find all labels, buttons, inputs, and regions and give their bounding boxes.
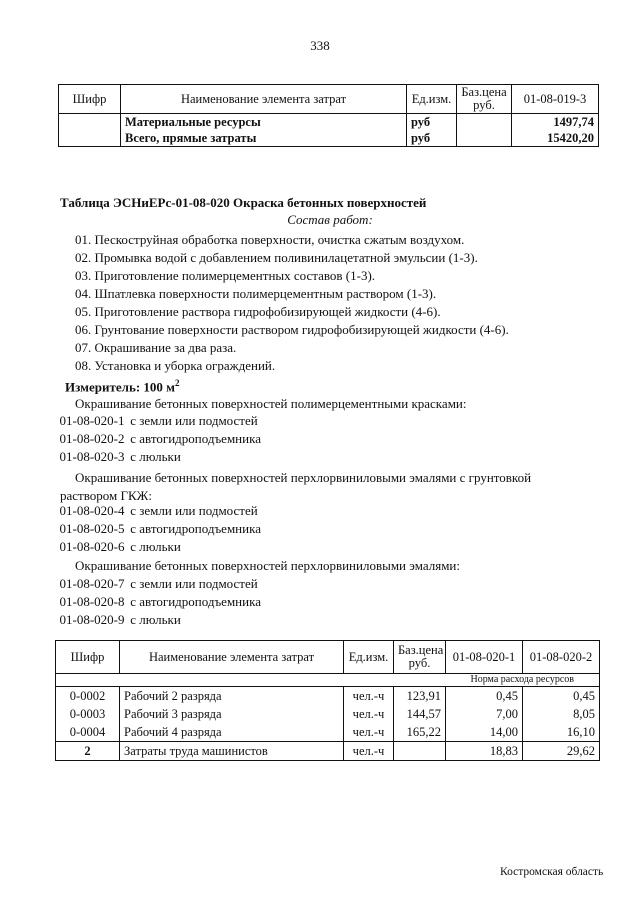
list-item: 01-08-020-6 с люльки: [59, 539, 181, 554]
row-value-2: 29,62: [523, 742, 600, 761]
row-unit: руб: [407, 130, 457, 147]
header-price: Баз.цена руб.: [394, 641, 446, 674]
table-row: [59, 130, 599, 147]
row-value-2: 8,05: [523, 705, 600, 723]
row-unit: руб: [407, 114, 457, 131]
table-header-row: [56, 641, 600, 674]
list-item: 01-08-020-8 с автогидроподъемника: [59, 594, 261, 609]
row-value-1: 0,45: [446, 687, 523, 706]
row-price: 144,57: [394, 705, 446, 723]
list-item: 06. Грунтование поверхности раствором гидрофобизирующей жидкости (4-6).: [75, 322, 509, 337]
row-value-1: 7,00: [446, 705, 523, 723]
list-item: 07. Окрашивание за два раза.: [75, 340, 237, 355]
table-row: [59, 114, 599, 131]
group-title: Окрашивание бетонных поверхностей перхлорвиниловыми эмалями:: [75, 558, 460, 573]
list-item: 01-08-020-2 с автогидроподъемника: [59, 431, 261, 446]
row-name: Рабочий 3 разряда: [120, 705, 344, 723]
row-price: 123,91: [394, 687, 446, 706]
row-name: Всего, прямые затраты: [121, 130, 407, 147]
header-column-1: 01-08-020-1: [446, 641, 523, 674]
row-code: 0-0004: [56, 723, 120, 742]
list-item: 01-08-020-5 с автогидроподъемника: [59, 521, 261, 536]
resource-norms-table: [55, 640, 600, 761]
row-name: Рабочий 2 разряда: [120, 687, 344, 706]
row-unit: чел.-ч: [344, 742, 394, 761]
row-value-2: 0,45: [523, 687, 600, 706]
table-header-row: [59, 85, 599, 114]
row-name: Материальные ресурсы: [121, 114, 407, 131]
row-value: 15420,20: [512, 130, 599, 147]
norm-label: Норма расхода ресурсов: [446, 674, 600, 687]
page-number: 338: [310, 38, 330, 53]
norm-label-row: [56, 674, 600, 687]
list-item: 01-08-020-1 с земли или подмостей: [59, 413, 258, 428]
group-title: Окрашивание бетонных поверхностей перхлорвиниловыми эмалями с грунтовкой раствором ГКЖ:: [60, 470, 532, 503]
list-item: 01-08-020-7 с земли или подмостей: [59, 576, 258, 591]
header-code: Шифр: [59, 85, 121, 114]
header-column-code: 01-08-019-3: [512, 85, 599, 114]
group-title: Окрашивание бетонных поверхностей полимерцементными красками:: [75, 396, 467, 411]
list-item: 04. Шпатлевка поверхности полимерцементным раствором (1-3).: [75, 286, 437, 301]
row-unit: чел.-ч: [344, 705, 394, 723]
header-price: Баз.цена руб.: [457, 85, 512, 114]
row-price: [394, 742, 446, 761]
list-item: 01-08-020-4 с земли или подмостей: [59, 503, 258, 518]
row-unit: чел.-ч: [344, 687, 394, 706]
list-item: 03. Приготовление полимерцементных составов (1-3).: [75, 268, 376, 283]
list-item: 05. Приготовление раствора гидрофобизирующей жидкости (4-6).: [75, 304, 441, 319]
table-row: [56, 723, 600, 742]
header-unit: Ед.изм.: [407, 85, 457, 114]
list-item: 01-08-020-3 с люльки: [59, 449, 181, 464]
measure-unit: Измеритель: 100 $м^2$: [65, 378, 180, 395]
header-code: Шифр: [56, 641, 120, 674]
footer-region: Костромская область: [500, 866, 604, 878]
row-value-1: 14,00: [446, 723, 523, 742]
row-code: 0-0002: [56, 687, 120, 706]
row-value-1: 18,83: [446, 742, 523, 761]
row-value-2: 16,10: [523, 723, 600, 742]
header-column-2: 01-08-020-2: [523, 641, 600, 674]
row-value: 1497,74: [512, 114, 599, 131]
row-name: Затраты труда машинистов: [120, 742, 344, 761]
list-item: 08. Установка и уборка ограждений.: [75, 358, 276, 373]
top-cost-table: [58, 84, 599, 147]
header-name: Наименование элемента затрат: [121, 85, 407, 114]
works-subtitle: Состав работ:: [287, 212, 373, 227]
table-row: [56, 742, 600, 761]
list-item: 02. Промывка водой с добавлением поливинилацетатной эмульсии (1-3).: [75, 250, 478, 265]
row-code: 0-0003: [56, 705, 120, 723]
row-price: 165,22: [394, 723, 446, 742]
table-row: [56, 705, 600, 723]
row-name: Рабочий 4 разряда: [120, 723, 344, 742]
section-title: Таблица ЭСНиЕРс-01-08-020 Окраска бетонных поверхностей: [60, 195, 427, 210]
list-item: 01-08-020-9 с люльки: [59, 612, 181, 627]
list-item: 01. Пескоструйная обработка поверхности, очистка сжатым воздухом.: [75, 232, 465, 247]
header-name: Наименование элемента затрат: [120, 641, 344, 674]
table-row: [56, 687, 600, 706]
row-unit: чел.-ч: [344, 723, 394, 742]
row-code: 2: [56, 742, 120, 761]
header-unit: Ед.изм.: [344, 641, 394, 674]
